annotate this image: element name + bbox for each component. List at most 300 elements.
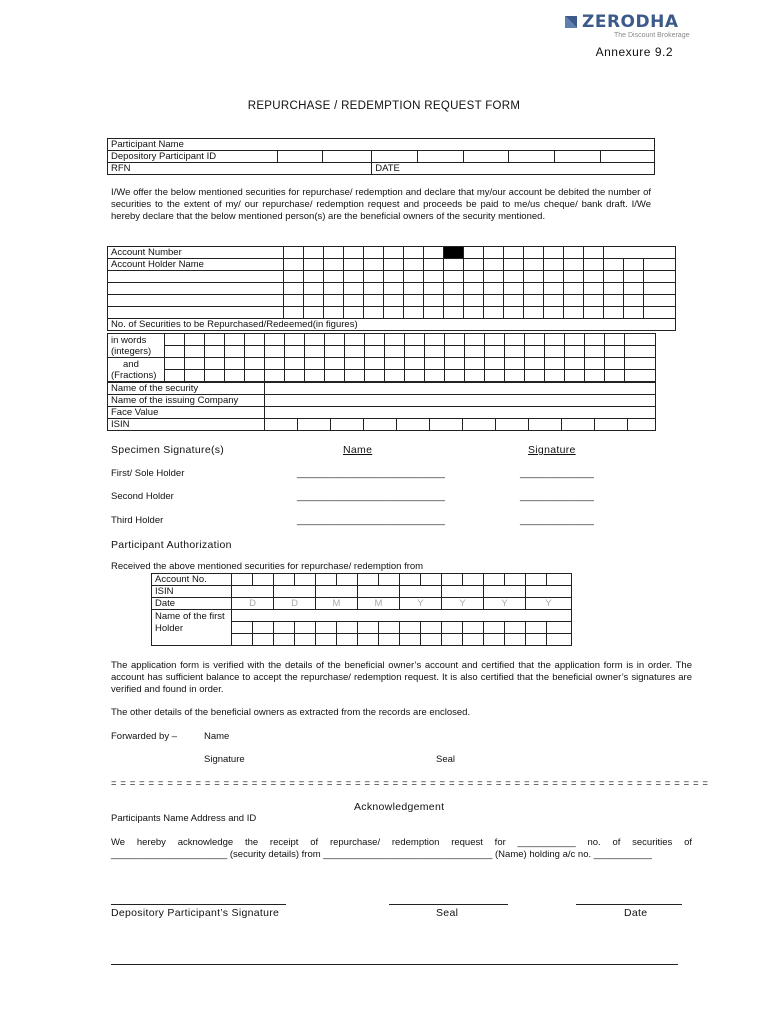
fraction-box[interactable] [185,370,205,382]
fraction-box[interactable] [525,358,545,370]
second-holder-signature-line[interactable]: ______________ [520,491,594,502]
words-box[interactable] [405,334,425,346]
holder-box[interactable] [324,307,344,319]
auth-account-box[interactable] [274,574,295,586]
fraction-box[interactable] [505,370,525,382]
holder-box[interactable] [584,283,604,295]
words-box[interactable] [605,334,625,346]
words-box[interactable] [365,346,385,358]
first-holder-box[interactable] [274,634,295,646]
holder-box[interactable] [444,271,464,283]
holder-box[interactable] [604,283,624,295]
second-holder-name-line[interactable]: ____________________________ [297,491,445,502]
holder-box[interactable] [524,283,544,295]
first-holder-box[interactable] [295,634,316,646]
words-box[interactable] [385,346,405,358]
account-number-box[interactable] [304,247,324,259]
first-holder-name-row[interactable] [232,610,572,622]
isin-box[interactable] [496,419,529,431]
holder-box[interactable] [324,295,344,307]
fraction-box[interactable] [345,370,365,382]
first-holder-box[interactable] [463,622,484,634]
holder-box[interactable] [324,283,344,295]
account-number-box[interactable] [384,247,404,259]
dp-id-box[interactable] [372,151,418,163]
fraction-box[interactable] [445,358,465,370]
holder-box[interactable] [284,283,304,295]
fraction-box[interactable] [345,358,365,370]
auth-isin-box[interactable] [484,586,526,598]
auth-isin-box[interactable] [526,586,572,598]
account-number-box[interactable] [504,247,524,259]
words-box[interactable] [225,346,245,358]
holder-box[interactable] [504,259,524,271]
fraction-box[interactable] [365,358,385,370]
first-holder-box[interactable] [232,634,253,646]
fraction-box[interactable] [405,370,425,382]
account-number-box[interactable] [364,247,384,259]
fraction-box[interactable] [225,358,245,370]
fraction-box[interactable] [365,370,385,382]
words-box[interactable] [305,346,325,358]
holder-box[interactable] [344,271,364,283]
fraction-box[interactable] [265,358,285,370]
account-number-box[interactable] [424,247,444,259]
holder-box[interactable] [484,271,504,283]
fraction-box[interactable] [325,358,345,370]
first-holder-box[interactable] [400,622,421,634]
first-holder-box[interactable] [547,634,572,646]
face-value-field[interactable] [265,407,656,419]
fraction-box[interactable] [385,358,405,370]
words-box[interactable] [545,334,565,346]
words-box[interactable] [545,346,565,358]
first-holder-box[interactable] [421,634,442,646]
fraction-box[interactable] [205,358,225,370]
fraction-box[interactable] [605,370,625,382]
first-holder-box[interactable] [316,634,337,646]
words-box[interactable] [465,334,485,346]
holder-box[interactable] [404,307,424,319]
words-box[interactable] [585,334,605,346]
words-box[interactable] [345,334,365,346]
date-day-box[interactable]: D [274,598,316,610]
holder-box[interactable] [464,283,484,295]
holder-box[interactable] [344,259,364,271]
words-box[interactable] [605,346,625,358]
first-holder-box[interactable] [337,634,358,646]
holder-box[interactable] [644,307,676,319]
words-box[interactable] [385,334,405,346]
holder-box[interactable] [524,295,544,307]
isin-box[interactable] [331,419,364,431]
issuing-company-field[interactable] [265,395,656,407]
words-box[interactable] [465,346,485,358]
holder-box[interactable] [584,271,604,283]
auth-account-box[interactable] [421,574,442,586]
holder-box[interactable] [584,259,604,271]
holder-box[interactable] [504,283,524,295]
holder-box[interactable] [524,271,544,283]
first-holder-box[interactable] [379,634,400,646]
auth-isin-box[interactable] [316,586,358,598]
account-number-box[interactable] [564,247,584,259]
fraction-box[interactable] [525,370,545,382]
holder-box[interactable] [624,307,644,319]
fraction-box[interactable] [285,370,305,382]
first-holder-box[interactable] [484,634,505,646]
holder-box[interactable] [384,259,404,271]
auth-account-box[interactable] [295,574,316,586]
words-box[interactable] [445,346,465,358]
fraction-box[interactable] [265,370,285,382]
holder-box[interactable] [284,307,304,319]
words-box[interactable] [585,346,605,358]
holder-box[interactable] [544,283,564,295]
isin-box[interactable] [364,419,397,431]
auth-account-box[interactable] [400,574,421,586]
holder-box[interactable] [324,271,344,283]
account-number-box[interactable] [404,247,424,259]
words-box[interactable] [525,346,545,358]
first-holder-box[interactable] [505,634,526,646]
holder-box[interactable] [304,283,324,295]
fraction-box[interactable] [325,370,345,382]
fraction-box[interactable] [425,358,445,370]
fraction-box[interactable] [205,370,225,382]
security-name-field[interactable] [265,383,656,395]
first-holder-name-line[interactable]: ____________________________ [297,468,445,479]
holder-box[interactable] [544,307,564,319]
holder-box[interactable] [604,259,624,271]
first-holder-box[interactable] [526,634,547,646]
isin-box[interactable] [463,419,496,431]
fraction-box[interactable] [625,370,656,382]
holder-box[interactable] [384,271,404,283]
isin-box[interactable] [298,419,331,431]
first-holder-box[interactable] [442,622,463,634]
auth-account-box[interactable] [442,574,463,586]
words-box[interactable] [505,346,525,358]
fraction-box[interactable] [165,370,185,382]
fraction-box[interactable] [385,370,405,382]
words-box[interactable] [305,334,325,346]
words-box[interactable] [205,346,225,358]
fraction-box[interactable] [245,370,265,382]
holder-box[interactable] [604,271,624,283]
isin-box[interactable] [529,419,562,431]
holder-box[interactable] [364,271,384,283]
holder-box[interactable] [644,271,676,283]
words-box[interactable] [425,346,445,358]
first-holder-signature-line[interactable]: ______________ [520,468,594,479]
holder-box[interactable] [484,259,504,271]
fraction-box[interactable] [405,358,425,370]
words-box[interactable] [565,334,585,346]
holder-box[interactable] [284,259,304,271]
holder-box[interactable] [364,307,384,319]
auth-isin-box[interactable] [442,586,484,598]
fraction-box[interactable] [625,358,656,370]
fraction-box[interactable] [465,358,485,370]
holder-box[interactable] [304,271,324,283]
first-holder-box[interactable] [526,622,547,634]
fraction-box[interactable] [445,370,465,382]
words-box[interactable] [225,334,245,346]
words-box[interactable] [405,346,425,358]
words-box[interactable] [185,346,205,358]
first-holder-box[interactable] [379,622,400,634]
words-box[interactable] [285,346,305,358]
words-box[interactable] [325,346,345,358]
first-holder-box[interactable] [358,622,379,634]
words-box[interactable] [485,334,505,346]
holder-box[interactable] [504,271,524,283]
isin-box[interactable] [562,419,595,431]
fraction-box[interactable] [225,370,245,382]
holder-box[interactable] [444,259,464,271]
holder-box[interactable] [384,307,404,319]
holder-box[interactable] [564,295,584,307]
words-box[interactable] [525,334,545,346]
holder-box[interactable] [284,271,304,283]
words-box[interactable] [265,334,285,346]
auth-account-box[interactable] [463,574,484,586]
account-number-box[interactable] [324,247,344,259]
holder-box[interactable] [344,295,364,307]
words-box[interactable] [365,334,385,346]
first-holder-box[interactable] [358,634,379,646]
words-box[interactable] [265,346,285,358]
holder-box[interactable] [464,271,484,283]
dp-id-box[interactable] [600,151,654,163]
holder-box[interactable] [624,295,644,307]
dp-id-box[interactable] [463,151,509,163]
first-holder-box[interactable] [442,634,463,646]
auth-account-box[interactable] [379,574,400,586]
fraction-box[interactable] [545,358,565,370]
holder-box[interactable] [544,259,564,271]
holder-box[interactable] [524,307,544,319]
fraction-box[interactable] [245,358,265,370]
date-year-box[interactable]: Y [442,598,484,610]
holder-box[interactable] [344,283,364,295]
words-box[interactable] [485,346,505,358]
first-holder-box[interactable] [337,622,358,634]
words-box[interactable] [165,334,185,346]
holder-box[interactable] [644,295,676,307]
holder-box[interactable] [364,259,384,271]
holder-box[interactable] [564,283,584,295]
holder-box[interactable] [644,259,676,271]
holder-box[interactable] [644,283,676,295]
auth-account-box[interactable] [358,574,379,586]
words-box[interactable] [565,346,585,358]
fraction-box[interactable] [585,370,605,382]
words-box[interactable] [285,334,305,346]
first-holder-box[interactable] [232,622,253,634]
account-number-box[interactable] [344,247,364,259]
holder-box[interactable] [304,295,324,307]
fraction-box[interactable] [305,370,325,382]
holder-box[interactable] [364,295,384,307]
holder-box[interactable] [424,295,444,307]
isin-box[interactable] [628,419,656,431]
holder-box[interactable] [304,307,324,319]
holder-box[interactable] [324,259,344,271]
holder-box[interactable] [564,307,584,319]
fraction-box[interactable] [565,358,585,370]
auth-account-box[interactable] [316,574,337,586]
auth-account-box[interactable] [337,574,358,586]
fraction-box[interactable] [545,370,565,382]
account-number-box[interactable] [544,247,564,259]
holder-box[interactable] [404,271,424,283]
holder-box[interactable] [424,271,444,283]
account-number-box[interactable] [584,247,604,259]
auth-account-box[interactable] [232,574,253,586]
dp-id-box[interactable] [277,151,323,163]
holder-box[interactable] [384,295,404,307]
fraction-box[interactable] [485,358,505,370]
holder-box[interactable] [564,271,584,283]
first-holder-box[interactable] [316,622,337,634]
words-box[interactable] [165,346,185,358]
fraction-box[interactable] [305,358,325,370]
first-holder-box[interactable] [253,622,274,634]
auth-account-box[interactable] [547,574,572,586]
words-box[interactable] [445,334,465,346]
third-holder-signature-line[interactable]: ______________ [520,515,594,526]
auth-account-box[interactable] [505,574,526,586]
holder-box[interactable] [284,295,304,307]
auth-account-box[interactable] [526,574,547,586]
holder-box[interactable] [344,307,364,319]
auth-isin-box[interactable] [400,586,442,598]
first-holder-box[interactable] [547,622,572,634]
holder-box[interactable] [624,271,644,283]
fraction-box[interactable] [185,358,205,370]
holder-box[interactable] [424,307,444,319]
date-year-box[interactable]: Y [484,598,526,610]
holder-box[interactable] [524,259,544,271]
holder-box[interactable] [624,259,644,271]
holder-box[interactable] [484,307,504,319]
holder-box[interactable] [424,283,444,295]
words-box[interactable] [425,334,445,346]
holder-box[interactable] [444,307,464,319]
holder-box[interactable] [584,307,604,319]
account-number-box[interactable] [464,247,484,259]
fraction-box[interactable] [605,358,625,370]
auth-isin-box[interactable] [232,586,274,598]
first-holder-box[interactable] [505,622,526,634]
dp-id-box[interactable] [509,151,555,163]
date-day-box[interactable]: D [232,598,274,610]
holder-box[interactable] [404,283,424,295]
holder-box[interactable] [384,283,404,295]
holder-box[interactable] [504,307,524,319]
holder-box[interactable] [424,259,444,271]
holder-box[interactable] [544,271,564,283]
first-holder-box[interactable] [484,622,505,634]
holder-box[interactable] [464,307,484,319]
date-year-box[interactable]: Y [400,598,442,610]
holder-box[interactable] [464,259,484,271]
holder-box[interactable] [304,259,324,271]
words-box[interactable] [625,334,656,346]
date-year-box[interactable]: Y [526,598,572,610]
dp-id-box[interactable] [555,151,601,163]
date-month-box[interactable]: M [316,598,358,610]
holder-box[interactable] [484,283,504,295]
fraction-box[interactable] [485,370,505,382]
words-box[interactable] [325,334,345,346]
account-number-box[interactable] [284,247,304,259]
auth-isin-box[interactable] [274,586,316,598]
words-box[interactable] [625,346,656,358]
fraction-box[interactable] [285,358,305,370]
fraction-box[interactable] [585,358,605,370]
date-month-box[interactable]: M [358,598,400,610]
words-box[interactable] [185,334,205,346]
auth-account-box[interactable] [484,574,505,586]
auth-account-box[interactable] [253,574,274,586]
dp-id-box[interactable] [323,151,372,163]
holder-box[interactable] [404,295,424,307]
holder-box[interactable] [364,283,384,295]
first-holder-box[interactable] [295,622,316,634]
dp-id-box[interactable] [418,151,464,163]
fraction-box[interactable] [425,370,445,382]
fraction-box[interactable] [465,370,485,382]
holder-box[interactable] [444,283,464,295]
account-number-box[interactable] [484,247,504,259]
first-holder-box[interactable] [274,622,295,634]
holder-box[interactable] [584,295,604,307]
isin-box[interactable] [595,419,628,431]
first-holder-box[interactable] [421,622,442,634]
fraction-box[interactable] [565,370,585,382]
holder-box[interactable] [464,295,484,307]
holder-box[interactable] [484,295,504,307]
holder-box[interactable] [604,295,624,307]
fraction-box[interactable] [165,358,185,370]
holder-box[interactable] [564,259,584,271]
words-box[interactable] [345,346,365,358]
account-number-box[interactable] [524,247,544,259]
holder-box[interactable] [404,259,424,271]
fraction-box[interactable] [505,358,525,370]
holder-box[interactable] [504,295,524,307]
isin-box[interactable] [265,419,298,431]
holder-box[interactable] [544,295,564,307]
holder-box[interactable] [624,283,644,295]
words-box[interactable] [245,346,265,358]
first-holder-box[interactable] [253,634,274,646]
holder-box[interactable] [444,295,464,307]
isin-box[interactable] [397,419,430,431]
auth-isin-box[interactable] [358,586,400,598]
holder-box[interactable] [604,307,624,319]
first-holder-box[interactable] [400,634,421,646]
words-box[interactable] [205,334,225,346]
words-box[interactable] [505,334,525,346]
first-holder-box[interactable] [463,634,484,646]
third-holder-name-line[interactable]: ____________________________ [297,515,445,526]
words-box[interactable] [245,334,265,346]
isin-box[interactable] [430,419,463,431]
